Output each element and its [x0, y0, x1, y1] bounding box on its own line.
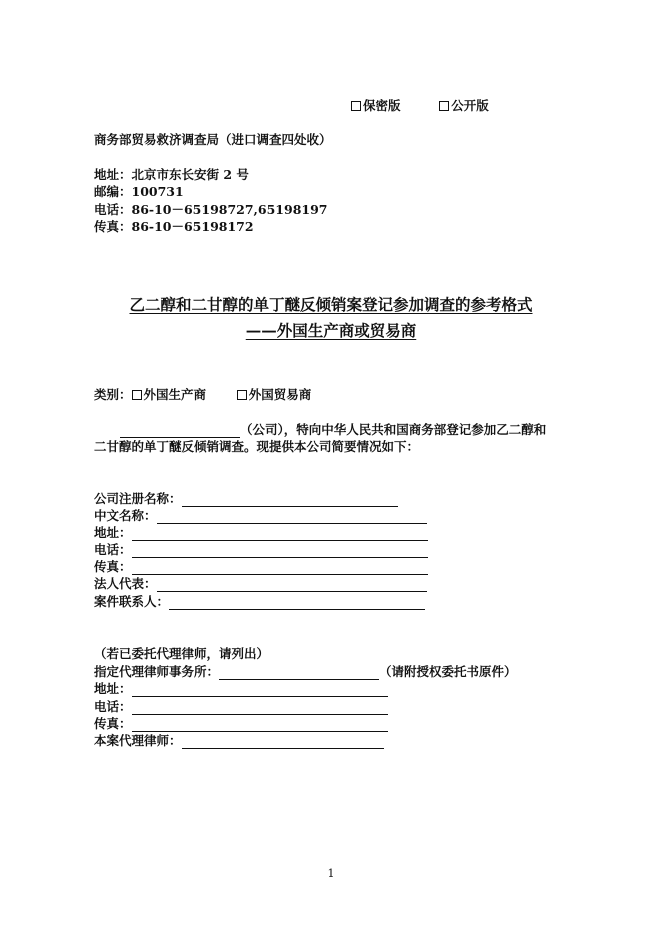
- producer-label: 外国生产商: [143, 387, 207, 402]
- confidential-checkbox[interactable]: [351, 98, 401, 113]
- public-checkbox[interactable]: [439, 98, 489, 113]
- firm-note: （请附授权委托书原件）: [379, 664, 517, 679]
- field-label: 本案代理律师：: [94, 733, 182, 748]
- trader-label: 外国贸易商: [248, 387, 312, 402]
- intro-line-2: 二甘醇的单丁醚反倾销调查。现提供本公司简要情况如下：: [94, 439, 420, 454]
- field-input-line[interactable]: [132, 544, 428, 558]
- confidential-label: 保密版: [363, 98, 401, 113]
- field-label: 公司注册名称：: [94, 491, 182, 506]
- field-label: 中文名称：: [94, 508, 157, 523]
- authority-fax: 传真：86-10－65198172: [94, 219, 254, 234]
- field-input-line[interactable]: [132, 701, 388, 715]
- field-chinese-name: [94, 507, 427, 524]
- field-label: 传真：: [94, 559, 132, 574]
- company-name-blank[interactable]: [120, 424, 240, 438]
- field-attorney: [94, 732, 384, 749]
- category-row: [94, 386, 311, 403]
- authority-phone: 电话：86-10－65198727,65198197: [94, 202, 328, 217]
- classification-row: [351, 97, 489, 114]
- field-input-line[interactable]: [182, 493, 398, 507]
- field-input-line[interactable]: [132, 527, 428, 541]
- checkbox-icon: [439, 101, 449, 111]
- authority-postcode: 邮编：100731: [94, 184, 184, 199]
- checkbox-icon: [351, 101, 361, 111]
- field-label: 电话：: [94, 542, 132, 557]
- document-title: 乙二醇和二甘醇的单丁醚反倾销案登记参加调查的参考格式: [129, 295, 533, 314]
- field-input-line[interactable]: [169, 596, 425, 610]
- field-label: 法人代表：: [94, 576, 157, 591]
- field-input-line[interactable]: [157, 578, 427, 592]
- field-input-line[interactable]: [182, 735, 384, 749]
- page-number: 1: [327, 867, 335, 880]
- field-input-line[interactable]: [132, 561, 428, 575]
- field-address: [94, 524, 428, 541]
- field-lawyer-phone: [94, 698, 388, 715]
- intro-line-1: [120, 421, 546, 438]
- intro-text-1: （公司），特向中华人民共和国商务部登记参加乙二醇和: [240, 422, 547, 437]
- lawyer-note: （若已委托代理律师，请列出）: [94, 646, 270, 661]
- public-label: 公开版: [451, 98, 489, 113]
- field-lawyer-address: [94, 680, 388, 697]
- authority-address: 地址：北京市东长安街 2 号: [94, 167, 249, 182]
- field-law-firm: [94, 663, 517, 680]
- field-label: 案件联系人：: [94, 594, 170, 609]
- field-label: 传真：: [94, 716, 132, 731]
- category-label: 类别：: [94, 387, 132, 402]
- checkbox-icon: [237, 390, 247, 400]
- field-label: 电话：: [94, 699, 132, 714]
- field-fax: [94, 558, 428, 575]
- checkbox-icon: [132, 390, 142, 400]
- field-label: 地址：: [94, 681, 132, 696]
- field-input-line[interactable]: [132, 683, 388, 697]
- field-label: 地址：: [94, 525, 132, 540]
- field-input-line[interactable]: [157, 510, 427, 524]
- field-input-line[interactable]: [132, 718, 388, 732]
- field-input-line[interactable]: [219, 666, 379, 680]
- trader-checkbox[interactable]: [237, 387, 312, 402]
- document-subtitle: ——外国生产商或贸易商: [245, 321, 417, 340]
- producer-checkbox[interactable]: [132, 387, 207, 402]
- field-legal-rep: [94, 575, 427, 592]
- field-label: 指定代理律师事务所：: [94, 664, 220, 679]
- field-case-contact: [94, 593, 425, 610]
- authority-name: 商务部贸易救济调查局（进口调查四处收）: [94, 132, 332, 147]
- field-phone: [94, 541, 428, 558]
- field-registered-name: [94, 490, 398, 507]
- field-lawyer-fax: [94, 715, 388, 732]
